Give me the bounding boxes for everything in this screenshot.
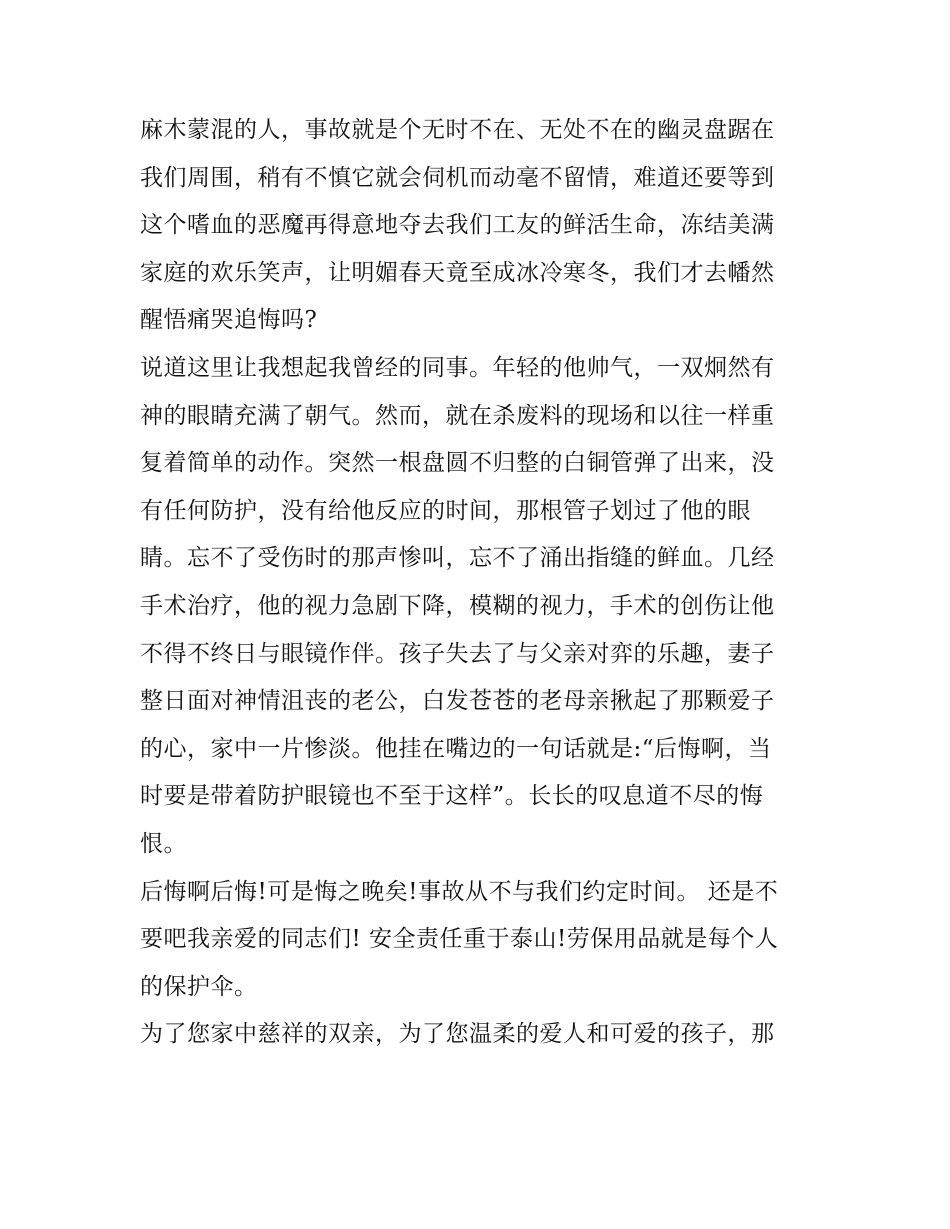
paragraph-1 [140, 107, 820, 345]
text-line: 神的眼睛充满了朝气。然而，就在杀废料的现场和以往一样重 [140, 402, 775, 429]
paragraph-2 [140, 345, 820, 869]
text-line: 为了您家中慈祥的双亲，为了您温柔的爱人和可爱的孩子，那 [140, 1021, 775, 1048]
text-line: 手术治疗，他的视力急剧下降，模糊的视力，手术的创伤让他 [140, 592, 775, 619]
text-line: 睛。忘不了受伤时的那声惨叫，忘不了涌出指缝的鲜血。几经 [140, 545, 775, 572]
text-line: 我们周围，稍有不慎它就会伺机而动毫不留情，难道还要等到 [140, 164, 775, 191]
text-line: 醒悟痛哭追悔吗? [140, 307, 318, 334]
text-line: 说道这里让我想起我曾经的同事。年轻的他帅气，一双炯然有 [140, 354, 775, 381]
document-body [140, 107, 820, 1059]
text-line: 的心，家中一片惨淡。他挂在嘴边的一句话就是:“后悔啊，当 [140, 735, 772, 762]
text-line: 的保护伞。 [140, 973, 258, 1000]
text-line: 恨。 [140, 830, 187, 857]
text-line: 不得不终日与眼镜作伴。孩子失去了与父亲对弈的乐趣，妻子 [140, 640, 775, 667]
text-line: 麻木蒙混的人，事故就是个无时不在、无处不在的幽灵盘踞在 [140, 117, 775, 143]
paragraph-4 [140, 1011, 820, 1059]
paragraph-3 [140, 869, 820, 1012]
text-line: 家庭的欢乐笑声，让明媚春天竟至成冰冷寒冬，我们才去幡然 [140, 259, 775, 286]
text-line: 整日面对神情沮丧的老公，白发苍苍的老母亲揪起了那颗爱子 [140, 688, 775, 715]
text-line: 复着简单的动作。突然一根盘圆不归整的白铜管弹了出来，没 [140, 450, 775, 477]
text-line: 有任何防护，没有给他反应的时间，那根管子划过了他的眼 [140, 497, 751, 524]
text-line: 后悔啊后悔!可是悔之晚矣!事故从不与我们约定时间。 还是不 [140, 878, 779, 905]
text-line: 时要是带着防护眼镜也不至于这样”。长长的叹息道不尽的悔 [140, 783, 764, 810]
text-line: 要吧我亲爱的同志们! 安全责任重于泰山!劳保用品就是每个人 [140, 926, 779, 953]
text-line: 这个嗜血的恶魔再得意地夺去我们工友的鲜活生命，冻结美满 [140, 212, 775, 239]
